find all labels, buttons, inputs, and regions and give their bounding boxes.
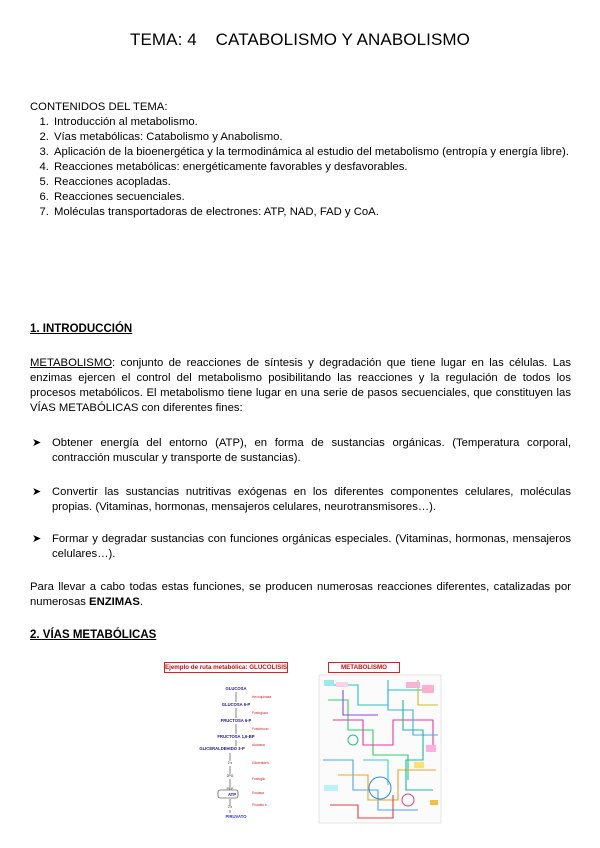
glycolysis-step-ga3p: GLICERALDEHIDO 3-P [199,746,245,751]
contents-heading: CONTENIDOS DEL TEMA: [30,101,168,113]
contents-item: 4. Reacciones metabólicas: energéticamente favorables y desfavorables. [52,160,575,175]
contents-block [30,100,575,220]
glycolysis-step-f16bp: FRUCTOSA 1,6-BP [217,734,255,739]
contents-item: 2. Vías metabólicas: Catabolismo y Anabolismo. [52,130,575,145]
svg-text:Hexoquinasa: Hexoquinasa [252,695,272,699]
contents-list [30,115,575,220]
bullet-text: Formar y degradar sustancias con funciones orgánicas especiales. (Vitaminas, hormonas, mensajeros celulares…). [52,533,571,560]
svg-text:2PG: 2PG [226,774,234,778]
enzymes-term: ENZIMAS [89,596,140,608]
glycolysis-step-atp: ATP [227,792,237,797]
svg-text:Piruvato k.: Piruvato k. [252,803,268,807]
svg-text:PEP: PEP [226,787,234,791]
svg-text:2 x: 2 x [227,761,233,765]
contents-item: 7. Moléculas transportadoras de electrones: ATP, NAD, FAD y CoA. [52,205,575,220]
metabolism-term: METABOLISMO [30,357,113,369]
contents-item: 6. Reacciones secuenciales. [52,190,575,205]
svg-text:Enolasa: Enolasa [252,791,264,795]
glycolysis-label: Ejemplo de ruta metabólica: GLUCOLISIS [165,664,288,671]
metabolism-definition [30,356,571,416]
bullet-text: Convertir las sustancias nutritivas exógenas en los diferentes componentes celulares, moléculas propias. (Vitaminas, hormonas, mensajeros celulares, neurotransmisores…). [52,486,571,513]
list-item [30,485,571,515]
arrow-bullet-icon: ➤ [32,437,42,449]
section2-heading: 2. VÍAS METABÓLICAS [30,629,157,641]
closing-paragraph [30,580,571,610]
svg-text:Fosfofructo: Fosfofructo [252,727,269,731]
contents-item: 5. Reacciones acopladas. [52,175,575,190]
metabolism-map-figure [318,660,443,825]
bullet-text: Obtener energía del entorno (ATP), en forma de sustancias orgánicas. (Temperatura corporal, contracción muscular y transporte de sustancias). [52,437,571,464]
metabolism-map-diagram [318,660,443,825]
arrow-bullet-icon: ➤ [32,486,42,498]
topic-number: TEMA: 4 [130,30,197,49]
metabolism-definition-text: : conjunto de reacciones de síntesis y degradación que tiene lugar en las células. Las enzimas ejercen el control del metabolismo posibilitando las reacciones y la regulación de todos los procesos metabólicos. El metabolismo tiene lugar en una serie de pasos secuenciales, que constituyen las VÍAS METABÓLICAS con diferentes fines: [30,357,571,414]
section1-heading: 1. INTRODUCCIÓN [30,323,133,335]
glycolysis-diagram [160,660,290,825]
svg-text:Fosfoglic.: Fosfoglic. [252,777,267,781]
list-item [30,532,571,562]
contents-item: 3. Aplicación de la bioenergética y la termodinámica al estudio del metabolismo (entropía y energía libre). [52,145,575,160]
svg-text:Aldolasa: Aldolasa [252,743,265,747]
svg-text:2 x: 2 x [227,805,233,809]
metabolism-map-label: METABOLISMO [328,662,400,673]
glycolysis-step-g6p: GLUCOSA 6-P [221,702,251,707]
svg-text:Fosfogluco: Fosfogluco [252,711,269,715]
closing-text: Para llevar a cabo todas estas funciones, se producen numerosas reacciones diferentes, catalizadas por numerosas [30,581,571,608]
page-title [0,30,600,50]
glycolysis-step-piruvato: PIRUVATO [225,814,247,819]
glycolysis-step-glucosa: GLUCOSA [225,686,247,691]
topic-title: CATABOLISMO Y ANABOLISMO [215,30,470,49]
svg-text:Gliceraldeh.: Gliceraldeh. [252,761,270,765]
contents-item: 1. Introducción al metabolismo. [52,115,575,130]
list-item [30,436,571,466]
glycolysis-figure [160,660,290,825]
arrow-bullet-icon: ➤ [32,533,42,545]
closing-period: . [139,596,144,608]
glycolysis-step-f6p: FRUCTOSA 6-P [220,718,252,723]
